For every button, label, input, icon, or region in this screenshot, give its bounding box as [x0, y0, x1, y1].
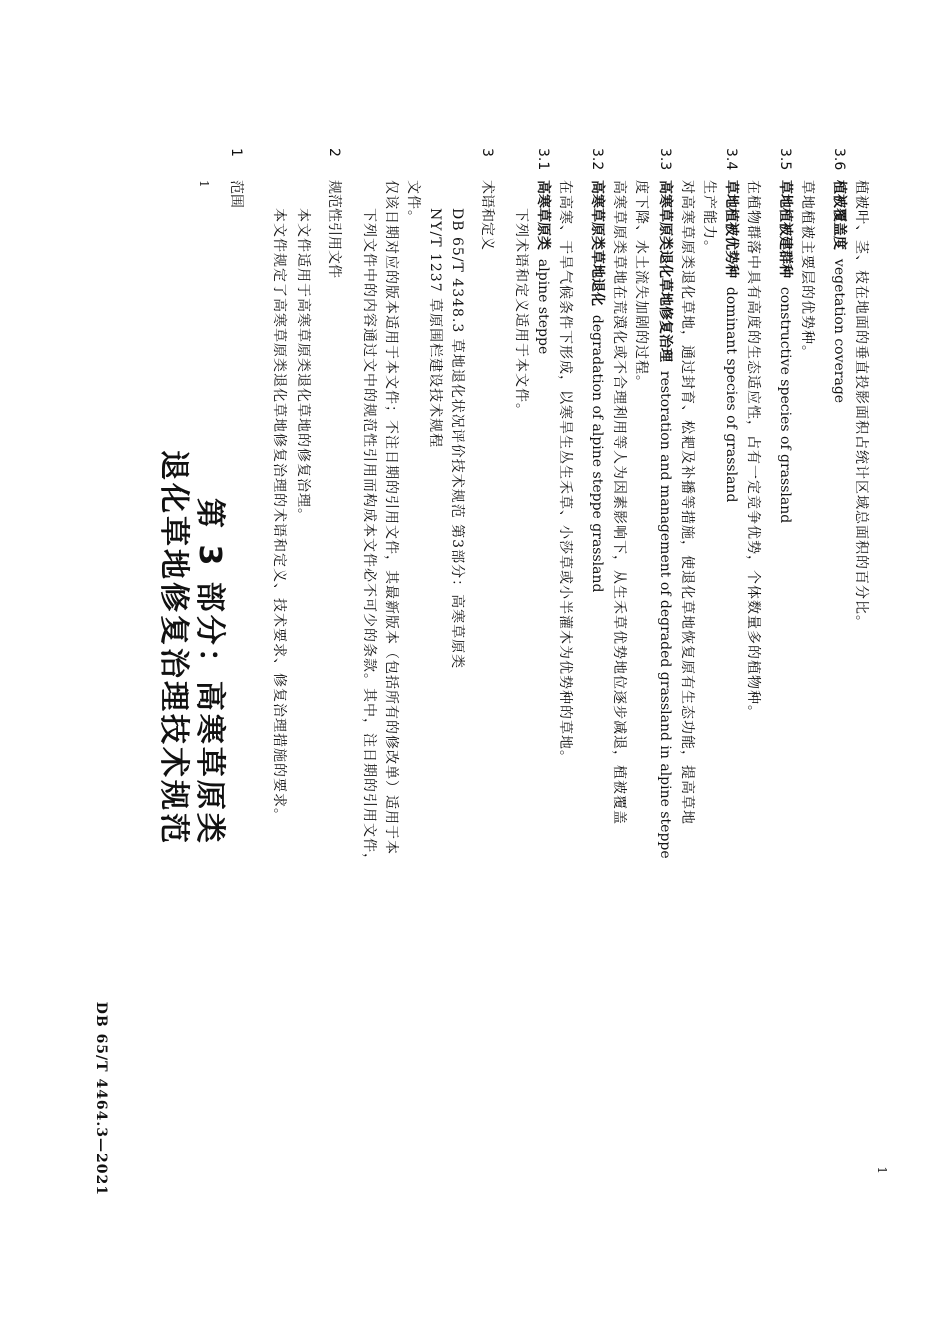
reference-2: DB 65/T 4348.3 草地退化状况评价技术规范 第3部分：高寒草原类 [449, 208, 465, 670]
term-english: vegetation coverage [831, 258, 847, 404]
document-subtitle: 第 3 部分：高寒草原类 [192, 498, 227, 846]
term-chinese: 植被覆盖度 [831, 180, 847, 250]
section-2-para-line-2: 仅该日期对应的版本适用于本文件；不注日期的引用文件，其最新版本（包括所有的修改单）适用于本 [383, 180, 399, 855]
section-2-number: 2 [326, 148, 342, 157]
section-1-number: 1 [228, 148, 244, 157]
term-chinese: 草地植被优势种 [723, 180, 739, 278]
term-heading [832, 180, 846, 403]
term-definition: 在高寒、干旱气候条件下形成，以寒旱生丛生禾草、小莎草或小半灌木为优势种的草地。 [557, 180, 573, 765]
term-english: alpine steppe [535, 258, 551, 355]
term-number: 3.3 [657, 148, 673, 171]
reference-1: NY/T 1237 草原围栏建设技术规程 [427, 208, 443, 449]
term-chinese: 高寒草原类 [535, 180, 551, 250]
term-definition: 植被叶、茎、枝在地面的垂直投影面积占统计区域总面积的百分比。 [853, 180, 869, 630]
term-definition: 高寒草原类草地在荒漠化或不合理利用等人为因素影响下，从生禾草优势地位逐步减退，植被覆盖 [611, 180, 627, 825]
term-english: restoration and management of degraded grassland in alpine steppe [657, 370, 673, 859]
standard-code: DB 65/T 4464.3—2021 [93, 1001, 109, 1196]
section-2-para-line-1: 下列文件中的内容通过文中的规范性引用而构成本文件必不可少的条款。其中，注日期的引用文件， [361, 208, 377, 868]
section-2-para-line-3: 文件。 [405, 180, 421, 225]
term-number: 3.2 [589, 148, 605, 171]
term-heading [724, 180, 738, 502]
term-definition-cont: 度下降、水土流失加剧的过程。 [633, 180, 649, 390]
term-chinese: 高寒草原类草地退化 [589, 180, 605, 306]
section-1-para-2: 本文件适用于高寒草原类退化草地的修复治理。 [295, 208, 311, 523]
section-3-heading: 术语和定义 [479, 180, 495, 250]
term-english: constructive species of grassland [777, 286, 793, 524]
term-number: 3.6 [831, 148, 847, 171]
term-english: dominant species of grassland [723, 286, 739, 503]
corner-mark: 1 [197, 180, 211, 188]
section-3-intro: 下列术语和定义适用于本文件。 [513, 208, 529, 418]
term-number: 3.4 [723, 148, 739, 171]
term-definition-cont: 生产能力。 [701, 180, 717, 255]
term-definition: 草地植被主要层的优势种。 [799, 180, 815, 360]
section-3-number: 3 [479, 148, 495, 157]
document-title: 退化草地修复治理技术规范 [156, 450, 191, 846]
page-number: 1 [875, 1166, 889, 1174]
term-heading [536, 180, 550, 354]
term-chinese: 草地植被建群种 [777, 180, 793, 278]
term-heading [778, 180, 792, 523]
term-heading [658, 180, 672, 859]
term-definition: 对高寒草原类退化草地，通过封育、松耙及补播等措施，使退化草地恢复原有生态功能，提高草地 [679, 180, 695, 825]
term-number: 3.5 [777, 148, 793, 171]
term-number: 3.1 [535, 148, 551, 171]
term-english: degradation of alpine steppe grassland [589, 314, 605, 593]
term-definition: 在植物群落中具有高度的生态适应性，占有一定竞争优势，个体数量多的植物种。 [745, 180, 761, 720]
term-heading [590, 180, 604, 592]
section-1-heading: 范围 [228, 180, 244, 208]
section-2-heading: 规范性引用文件 [326, 180, 342, 278]
term-chinese: 高寒草原类退化草地修复治理 [657, 180, 673, 362]
section-1-para-1: 本文件规定了高寒草原类退化草地修复治理的术语和定义、技术要求、修复治理措施的要求。 [271, 208, 287, 823]
